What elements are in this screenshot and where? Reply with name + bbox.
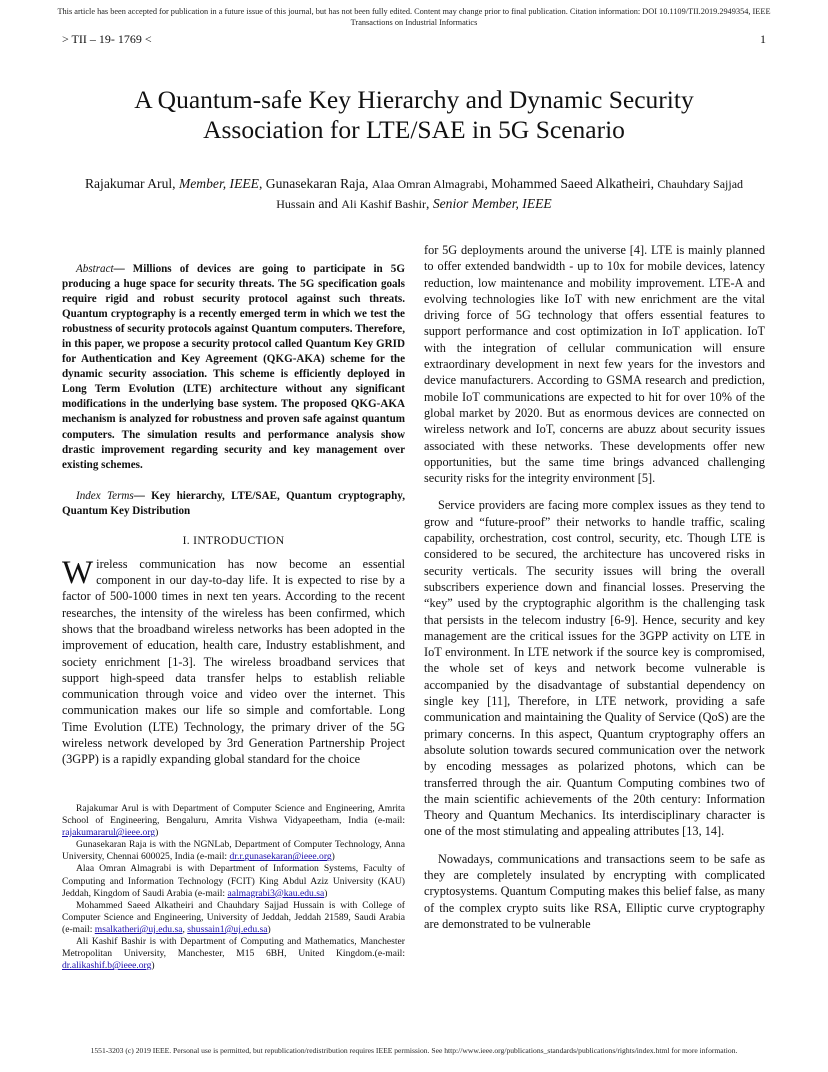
abstract-label: Abstract — [76, 263, 114, 275]
author-4: , Mohammed Saeed Alkatheiri, — [484, 176, 658, 191]
title-line-1: A Quantum-safe Key Hierarchy and Dynamic Security — [134, 85, 694, 114]
footnote-2 — [62, 839, 405, 863]
email-link[interactable]: msalkatheri@uj.edu.sa — [94, 923, 183, 935]
footnote-sep: , — [182, 923, 188, 935]
footnote-text: Gunasekaran Raja is with the NGNLab, Department of Computer Technology, Anna University, Chennai 600025, India (e-mail: — [62, 839, 405, 863]
author-6: Ali Kashif Bashir — [341, 197, 427, 211]
email-link[interactable]: dr.alikashif.b@ieee.org — [62, 960, 152, 972]
author-list — [80, 174, 748, 214]
email-link[interactable]: aalmagrabi3@kau.edu.sa — [227, 887, 325, 899]
intro-paragraph-1-text: ireless communication has now become an essential component in our day-to-day life. It is expected to rise by a factor of 500-1000 times in next ten years. According to the recent researches, the intensity of the wireless has been confirmed, which shows that the broadband wireless networks has been adopted in the improvement of education, health care, Industry establishment, and society enrichment [1-3]. The wireless broadband services that support high-speed data transfer helps to establish reliable communication through voice and video over the internet. This communication makes our life so simple and comfortable. Long Time Evolution (LTE) Technology, the primary driver of the 5G wireless network developed by 3rd Generation Partnership Project (3GPP) is a rapidly expanding global standard for the choice — [62, 556, 405, 767]
author-5: Chauhdary Sajjad Hussain — [276, 177, 744, 211]
footnote-5 — [62, 936, 405, 972]
email-link[interactable]: shussain1@uj.edu.sa — [187, 923, 268, 935]
banner-line-2: Transactions on Industrial Informatics — [350, 18, 478, 27]
author-2: , Gunasekaran Raja, — [258, 176, 372, 191]
footnote-end: ) — [151, 960, 155, 972]
author-1-role: Member, IEEE — [178, 176, 259, 191]
abstract-text: Millions of devices are going to participate in 5G producing a huge space for security threats. The 5G specification goals require rigid and robust security protocol against such threats. Quantum cryptography is a recently emerged term in which we test the robustness of security protocols against Quantum computers. Therefore, in this paper, we propose a security protocol called Quantum Key GRID for Authentication and Key Agreement (QKG-AKA) scheme for the dynamic security association. This scheme is efficiently deployed in Long Term Evolution (LTE) architecture without any significant modifications in the underlying base system. The proposed QKG-AKA mechanism is analyzed for robustness and proven safe against quantum computers. The simulation results and performance analysis show drastic improvement regarding security and key management over existing schemes. — [62, 263, 405, 471]
footnote-text: Mohammed Saeed Alkatheiri and Chauhdary Sajjad Hussain is with College of Computer Science and Engineering, University of Jeddah, Jeddah 21589, Saudi Arabia (e-mail: — [62, 899, 405, 935]
footnote-end: ) — [324, 887, 328, 899]
author-6-sep: , — [426, 196, 433, 211]
email-link[interactable]: rajakumararul@ieee.org — [62, 827, 156, 839]
drop-cap: W — [62, 554, 94, 591]
index-terms-text: Key hierarchy, LTE/SAE, Quantum cryptography, Quantum Key Distribution — [62, 489, 405, 517]
left-column — [62, 262, 405, 768]
footnote-1 — [62, 803, 405, 839]
footnote-end: ) — [267, 923, 271, 935]
footnote-4 — [62, 900, 405, 936]
author-conjunction: and — [314, 196, 342, 211]
footnote-text: Ali Kashif Bashir is with Department of Computing and Mathematics, Manchester Metropolitan University, Manchester, M15 6BH, United Kingdom.(e-mail: — [62, 936, 405, 960]
banner-line-1: This article has been accepted for publication in a future issue of this journal, but has not been fully edited. Content may change prior to final publication. Citation information: DOI 10.1109/TII.2019.2949354, IEEE — [57, 7, 771, 16]
index-terms-dash: — — [133, 489, 152, 502]
manuscript-id: > TII – 19- 1769 < — [62, 32, 152, 46]
abstract-dash: — — [113, 263, 133, 275]
index-terms — [62, 489, 405, 519]
intro-paragraph-3: Service providers are facing more complex issues as they tend to grow and “future-proof” their networks to handle traffic, scaling capability, orchestration, cost control, security, etc. Though LTE is considered to be secured, the architecture has uncovered risks in security verticals. The security issues will bring the overall subscribers experience down and financial losses. Preserving the “key” used by the cryptographic algorithm is the challenging task that persists in the telecom industry [6-9]. Hence, security and key management are the critical issues for the 3GPP activity on LTE in IoT environment. In LTE network if the source key is compromised, the whole set of keys and network become vulnerable is accompanied by the disadvantage of substantial dependency on single key [11], Therefore, in LTE network, providing a safe communication and maintaining the Quality of Service (QoS) are the primary concerns. In this aspect, Quantum cryptography offers an absolute solution towards secured communication over the network by encoding messages as polarized photons, which can be transferred through the air. Quantum Computing combines two of the main scientific achievements of the 20th century: Information Theory and Quantum Mechanics. Its interdisciplinary character is one of the most stimulating and appealing attributes [13, 14]. — [424, 498, 765, 839]
footnote-text: Rajakumar Arul is with Department of Computer Science and Engineering, Amrita School of Engineering, Bengaluru, Amrita Vishwa Vidyapeetham, India (e-mail: — [62, 803, 405, 827]
footnote-end: ) — [331, 851, 335, 863]
publication-banner — [20, 6, 808, 28]
intro-paragraph-1 — [62, 556, 405, 768]
author-1: Rajakumar Arul, — [84, 176, 179, 191]
page-number: 1 — [760, 32, 766, 46]
title-line-2: Association for LTE/SAE in 5G Scenario — [203, 115, 625, 144]
footnote-end: ) — [155, 827, 159, 839]
author-3: Alaa Omran Almagrabi — [371, 177, 485, 191]
footnote-text: Alaa Omran Almagrabi is with Department of Information Systems, Faculty of Computing and Information Technology (FCIT) King Abdul Aziz University (KAU) Jeddah, Kingdom of Saudi Arabia (e-mail: — [62, 863, 405, 899]
email-link[interactable]: dr.r.gunasekaran@ieee.org — [229, 851, 332, 863]
author-footnotes — [62, 803, 405, 972]
intro-paragraph-4: Nowadays, communications and transactions seem to be safe as they are completely insulated by encrypting with complicated cryptosystems. Quantum Computing makes this belief false, as many of the complex crypto suits like RSA, Elliptic curve cryptography are demonstrated to be vulnerable — [424, 851, 765, 931]
footnote-3 — [62, 863, 405, 899]
intro-paragraph-2: for 5G deployments around the universe [4]. LTE is mainly planned to offer extended bandwidth - up to 10x for mobile devices, latency reduction, low maintenance and mobility improvement. LTE-A and evolving technologies like IoT with new enrichment are the vital driving force of 5G technology that offers essential features to support performance and cost optimization in IoT application. IoT with the integration of cellular communication will ensure extraordinary development in next few years for the investors and device manufacturers. According to GSMA research and prediction, mobile IoT communications are expected to hit for over 10% of the global market by 2020. But as enormous devices are connected on wireless network and IoT, concerns are abuzz about security issues associated with these networks. These developments offer new opportunities, but the same time brings advanced challenging security risks for the integrity environment [5]. — [424, 243, 765, 486]
abstract — [62, 262, 405, 473]
right-column — [424, 242, 765, 932]
section-heading-introduction: I. INTRODUCTION — [182, 533, 285, 547]
paper-title — [60, 85, 768, 145]
index-terms-label: Index Terms — [76, 489, 134, 502]
author-6-role: Senior Member, IEEE — [432, 196, 552, 211]
copyright-notice: 1551-3203 (c) 2019 IEEE. Personal use is permitted, but republication/redistribution requires IEEE permission. See http://www.ieee.org/publications_standards/publications/rights/index.html for more information. — [90, 1046, 738, 1055]
